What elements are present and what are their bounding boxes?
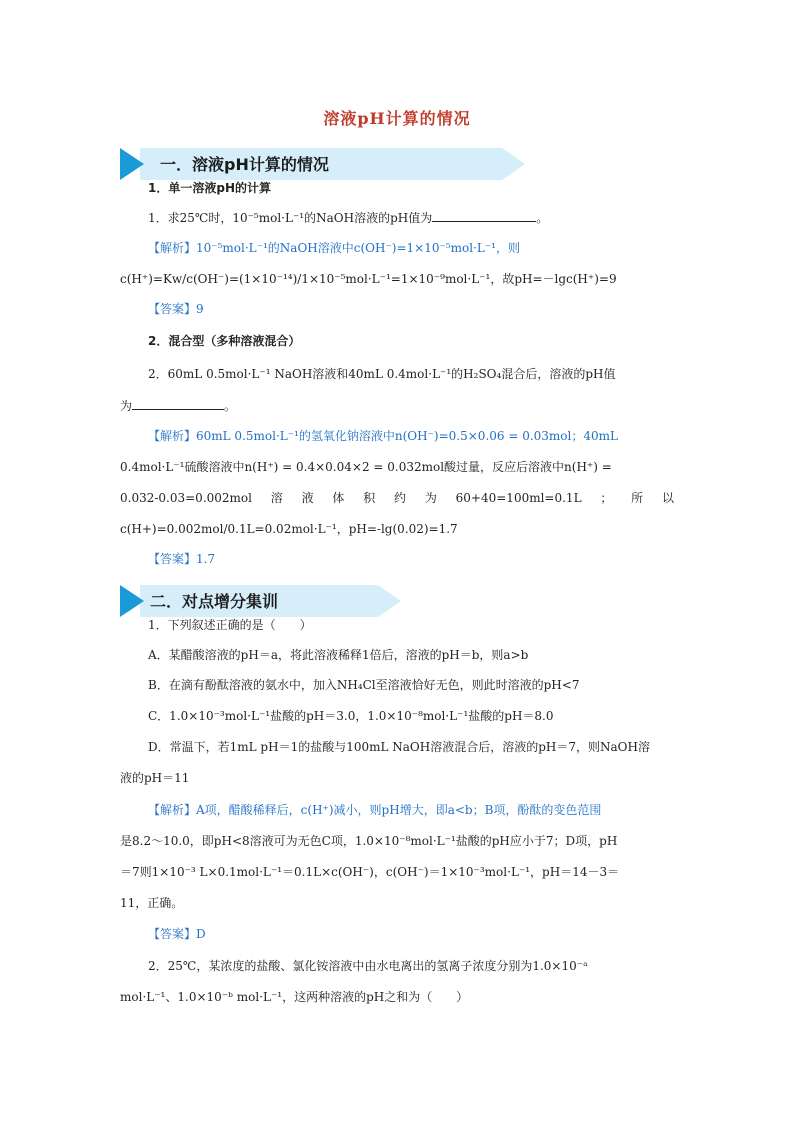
mcq-2-stem-line1: 2．25℃，某浓度的盐酸、氯化铵溶液中由水电离出的氢离子浓度分别为1.0×10⁻ᵃ bbox=[148, 959, 588, 973]
answer-2: 【答案】1.7 bbox=[148, 552, 216, 566]
text-segment: 所 bbox=[631, 491, 644, 505]
text-segment: 溶 bbox=[270, 491, 283, 505]
mcq-1-analysis-line3: ＝7则1×10⁻³ L×0.1mol·L⁻¹＝0.1L×c(OH⁻)，c(OH⁻)＝1×10⁻³mol·L⁻¹，pH＝14－3＝ bbox=[120, 865, 620, 879]
mcq-1-option-a: A．某醋酸溶液的pH＝a，将此溶液稀释1倍后，溶液的pH＝b，则a>b bbox=[148, 648, 529, 662]
mcq-1-option-d-line2: 液的pH＝11 bbox=[120, 771, 190, 785]
mcq-1-option-c: C．1.0×10⁻³mol·L⁻¹盐酸的pH＝3.0，1.0×10⁻⁸mol·L⁻¹盐酸的pH＝8.0 bbox=[148, 709, 554, 723]
question-text: 为 bbox=[120, 399, 133, 413]
mcq-1-answer: 【答案】D bbox=[148, 927, 206, 941]
text-segment: 为 bbox=[424, 491, 437, 505]
question-2-line1: 2．60mL 0.5mol·L⁻¹ NaOH溶液和40mL 0.4mol·L⁻¹的H₂SO₄混合后，溶液的pH值 bbox=[148, 367, 616, 381]
question-1 bbox=[148, 209, 548, 226]
analysis-1-line1: 【解析】10⁻⁵mol·L⁻¹的NaOH溶液中c(OH⁻)=1×10⁻⁵mol·L⁻¹，则 bbox=[148, 241, 520, 255]
mcq-1-analysis-line2: 是8.2～10.0，即pH<8溶液可为无色C项，1.0×10⁻⁸mol·L⁻¹盐酸的pH应小于7；D项，pH bbox=[120, 834, 618, 848]
text-segment: 积 bbox=[363, 491, 376, 505]
analysis-1-line2: c(H⁺)=Kw/c(OH⁻)=(1×10⁻¹⁴)/1×10⁻⁵mol·L⁻¹=1×10⁻⁹mol·L⁻¹，故pH=－lgc(H⁺)=9 bbox=[120, 272, 617, 286]
section-banner-2 bbox=[120, 585, 405, 617]
answer-blank bbox=[132, 397, 224, 410]
mcq-1-analysis-line4: 11，正确。 bbox=[120, 896, 184, 910]
analysis-2-line2: 0.4mol·L⁻¹硫酸溶液中n(H⁺) = 0.4×0.04×2 = 0.032mol酸过量，反应后溶液中n(H⁺) = bbox=[120, 460, 612, 474]
analysis-2-line4: c(H+)=0.002mol/0.1L=0.02mol·L⁻¹，pH=-lg(0.02)=1.7 bbox=[120, 522, 458, 536]
text-segment: 0.032-0.03=0.002mol bbox=[120, 491, 252, 505]
mcq-1-stem: 1．下列叙述正确的是（ ） bbox=[148, 618, 312, 632]
mcq-1-option-b: B．在滴有酚酞溶液的氨水中，加入NH₄Cl至溶液恰好无色，则此时溶液的pH<7 bbox=[148, 678, 580, 692]
subheading-single: 1．单一溶液pH的计算 bbox=[148, 181, 271, 195]
section-heading: 一．溶液pH计算的情况 bbox=[160, 155, 329, 174]
text-segment: 液 bbox=[301, 491, 314, 505]
text-segment: 以 bbox=[661, 491, 674, 505]
question-text: 1．求25℃时，10⁻⁵mol·L⁻¹的NaOH溶液的pH值为 bbox=[148, 211, 433, 225]
question-2-line2 bbox=[120, 397, 236, 414]
analysis-2-line3 bbox=[120, 490, 674, 506]
question-end: 。 bbox=[224, 399, 237, 413]
analysis-2-line1: 【解析】60mL 0.5mol·L⁻¹的氢氧化钠溶液中n(OH⁻)=0.5×0.06 = 0.03mol；40mL bbox=[148, 429, 618, 443]
text-segment: 60+40=100ml=0.1L bbox=[455, 491, 582, 505]
answer-blank bbox=[432, 209, 536, 222]
section-banner-1 bbox=[120, 148, 530, 180]
question-end: 。 bbox=[536, 211, 549, 225]
answer-1: 【答案】9 bbox=[148, 302, 204, 316]
subheading-mixed: 2．混合型（多种溶液混合） bbox=[148, 334, 301, 348]
text-segment: ； bbox=[600, 491, 613, 505]
section-heading: 二．对点增分集训 bbox=[150, 592, 279, 611]
page-title: 溶液pH计算的情况 bbox=[323, 109, 471, 128]
mcq-1-analysis-line1: 【解析】A项，醋酸稀释后，c(H⁺)减小，则pH增大，即a<b；B项，酚酞的变色范围 bbox=[148, 803, 602, 817]
mcq-2-stem-line2: mol·L⁻¹、1.0×10⁻ᵇ mol·L⁻¹，这两种溶液的pH之和为（ ） bbox=[120, 990, 469, 1004]
text-segment: 约 bbox=[394, 491, 407, 505]
mcq-1-option-d-line1: D．常温下，若1mL pH＝1的盐酸与100mL NaOH溶液混合后，溶液的pH＝7，则NaOH溶 bbox=[148, 740, 650, 754]
text-segment: 体 bbox=[332, 491, 345, 505]
